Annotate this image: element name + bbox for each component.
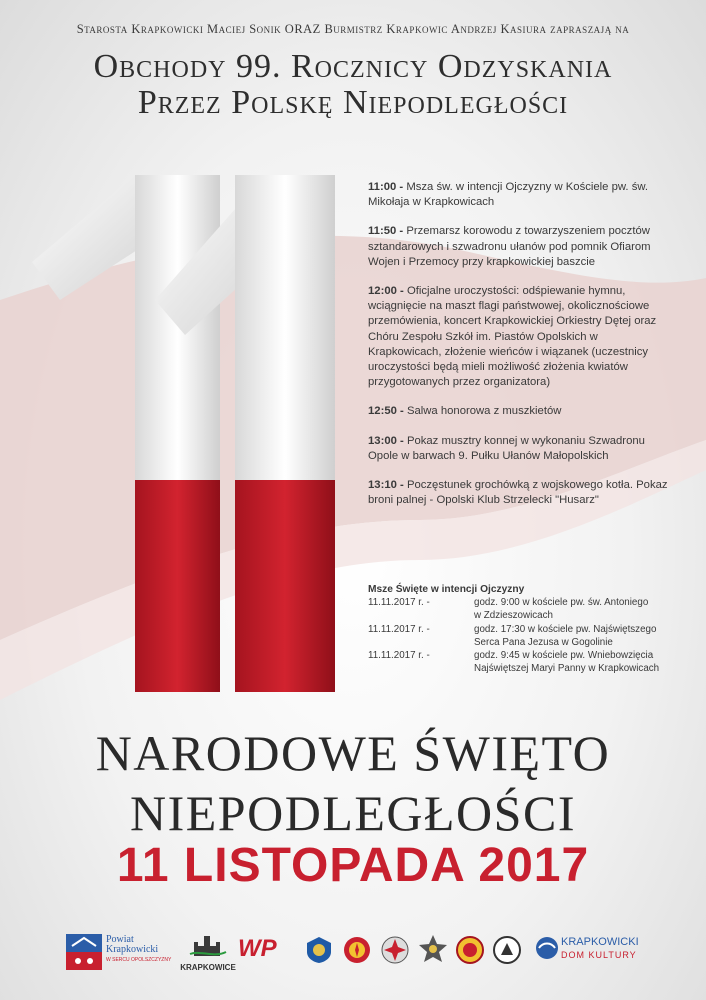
powiat-name: Powiat Krapkowicki xyxy=(106,934,159,955)
program-text: Przemarsz korowodu z towarzyszeniem pocztów sztandarowych i szwadronu ułanów pod pomnik Ofiarom Wojen i Przemocy przy krapkowickiej baszcie xyxy=(368,225,651,268)
title-line-1: Obchody 99. Rocznicy Odzyskania xyxy=(93,48,613,85)
mass-date: 11.11.2017 r. - xyxy=(368,650,430,662)
sponsor-logos xyxy=(60,930,680,975)
mass-text-cont: Najświętszej Maryi Panny w Krapkowicach xyxy=(474,663,660,675)
police-star-icon xyxy=(418,934,448,971)
dom-kultury-text-1: KRAPKOWICKI xyxy=(561,936,639,948)
program-time: 12:00 - xyxy=(368,285,404,298)
dom-kultury-text-2: DOM KULTURY xyxy=(561,950,637,960)
program-time: 11:50 - xyxy=(368,225,404,238)
mass-text: godz. 17:30 w kościele pw. Najświętszego xyxy=(474,623,657,635)
event-date: 11 LISTOPADA 2017 xyxy=(116,839,590,892)
badge-icon-1 xyxy=(305,936,333,969)
fire-brigade-icon xyxy=(342,935,372,970)
mass-text: godz. 9:00 w kościele pw. św. Antoniego xyxy=(474,597,649,609)
masses-title: Msze Święte w intencji Ojczyzny xyxy=(368,584,525,595)
mass-text-cont: Serca Pana Jezusa w Gogolinie xyxy=(474,636,613,648)
globe-icon xyxy=(535,936,559,960)
program-text: Salwa honorowa z muszkietów xyxy=(406,405,562,418)
holiday-name-line-2: NIEPODLEGŁOŚCI xyxy=(130,785,576,841)
holiday-name-line-1: NARODOWE ŚWIĘTO xyxy=(95,725,611,781)
mass-row xyxy=(368,596,668,609)
castle-icon xyxy=(188,932,228,958)
mass-row-cont xyxy=(368,609,668,622)
mass-date: 11.11.2017 r. - xyxy=(368,597,430,609)
krapkowice-logo xyxy=(178,932,238,972)
program-item xyxy=(368,180,668,210)
powiat-coat-of-arms-icon xyxy=(66,934,102,970)
invitation-line: Starosta Krapkowicki Maciej Sonik ORAZ Burmistrz Krapkowic Andrzej Kasiura zapraszają na xyxy=(76,22,630,36)
masses-section xyxy=(368,583,668,675)
mass-text-cont: w Zdzieszowicach xyxy=(474,610,553,622)
program-item xyxy=(368,224,668,270)
program-item xyxy=(368,478,668,508)
program-text: Msza św. w intencji Ojczyzny w Kościele pw. św. Mikołaja w Krapkowicach xyxy=(368,181,649,209)
powiat-logo-text xyxy=(106,935,186,963)
mass-row-cont xyxy=(368,662,668,675)
program-item xyxy=(368,404,668,419)
program-text: Oficjalne uroczystości: odśpiewanie hymnu, wciągnięcie na maszt flagi państwowej, okolicznościowe przemówienia, koncert Krapkowickiej Orkiestry Dętej oraz Chóru Zespołu Szkół im. Piastów Opolskich w Krapkowicach, złożenie wieńców i wiązanek (uczestnicy uroczystości będą mieli możliwość złożenia kwiatów przygotowanych przez organizatora) xyxy=(368,285,657,389)
mass-text: godz. 9:45 w kościele pw. Wniebowzięcia xyxy=(474,650,654,662)
program-text: Pokaz musztry konnej w wykonaniu Szwadronu Opole w barwach 9. Pułku Ułanów Małopolskich xyxy=(368,434,645,462)
cross-emblem-icon xyxy=(380,935,410,970)
mass-row-cont xyxy=(368,636,668,649)
program-time: 11:00 - xyxy=(368,181,404,193)
mass-date: 11.11.2017 r. - xyxy=(368,623,430,635)
program-item xyxy=(368,434,668,464)
program-list xyxy=(368,180,668,522)
program-time: 13:00 - xyxy=(368,434,404,447)
wp-text: WP xyxy=(238,935,277,962)
program-time: 13:10 - xyxy=(368,479,404,492)
wp-logo xyxy=(238,936,290,966)
program-text: Poczęstunek grochówką z wojskowego kotła. Pokaz broni palnej - Opolski Klub Strzelecki "Husarz" xyxy=(368,479,668,507)
mass-row xyxy=(368,649,668,662)
powiat-tagline: W SERCU OPOLSZCZYZNY xyxy=(106,957,172,963)
title-line-2: Przez Polskę Niepodległości xyxy=(137,84,569,121)
mass-row xyxy=(368,623,668,636)
program-time: 12:50 - xyxy=(368,405,404,418)
husarz-club-icon xyxy=(492,935,522,970)
program-item xyxy=(368,284,668,390)
eagle-emblem-icon xyxy=(455,935,485,970)
krapkowice-text: KRAPKOWICE xyxy=(180,963,236,972)
